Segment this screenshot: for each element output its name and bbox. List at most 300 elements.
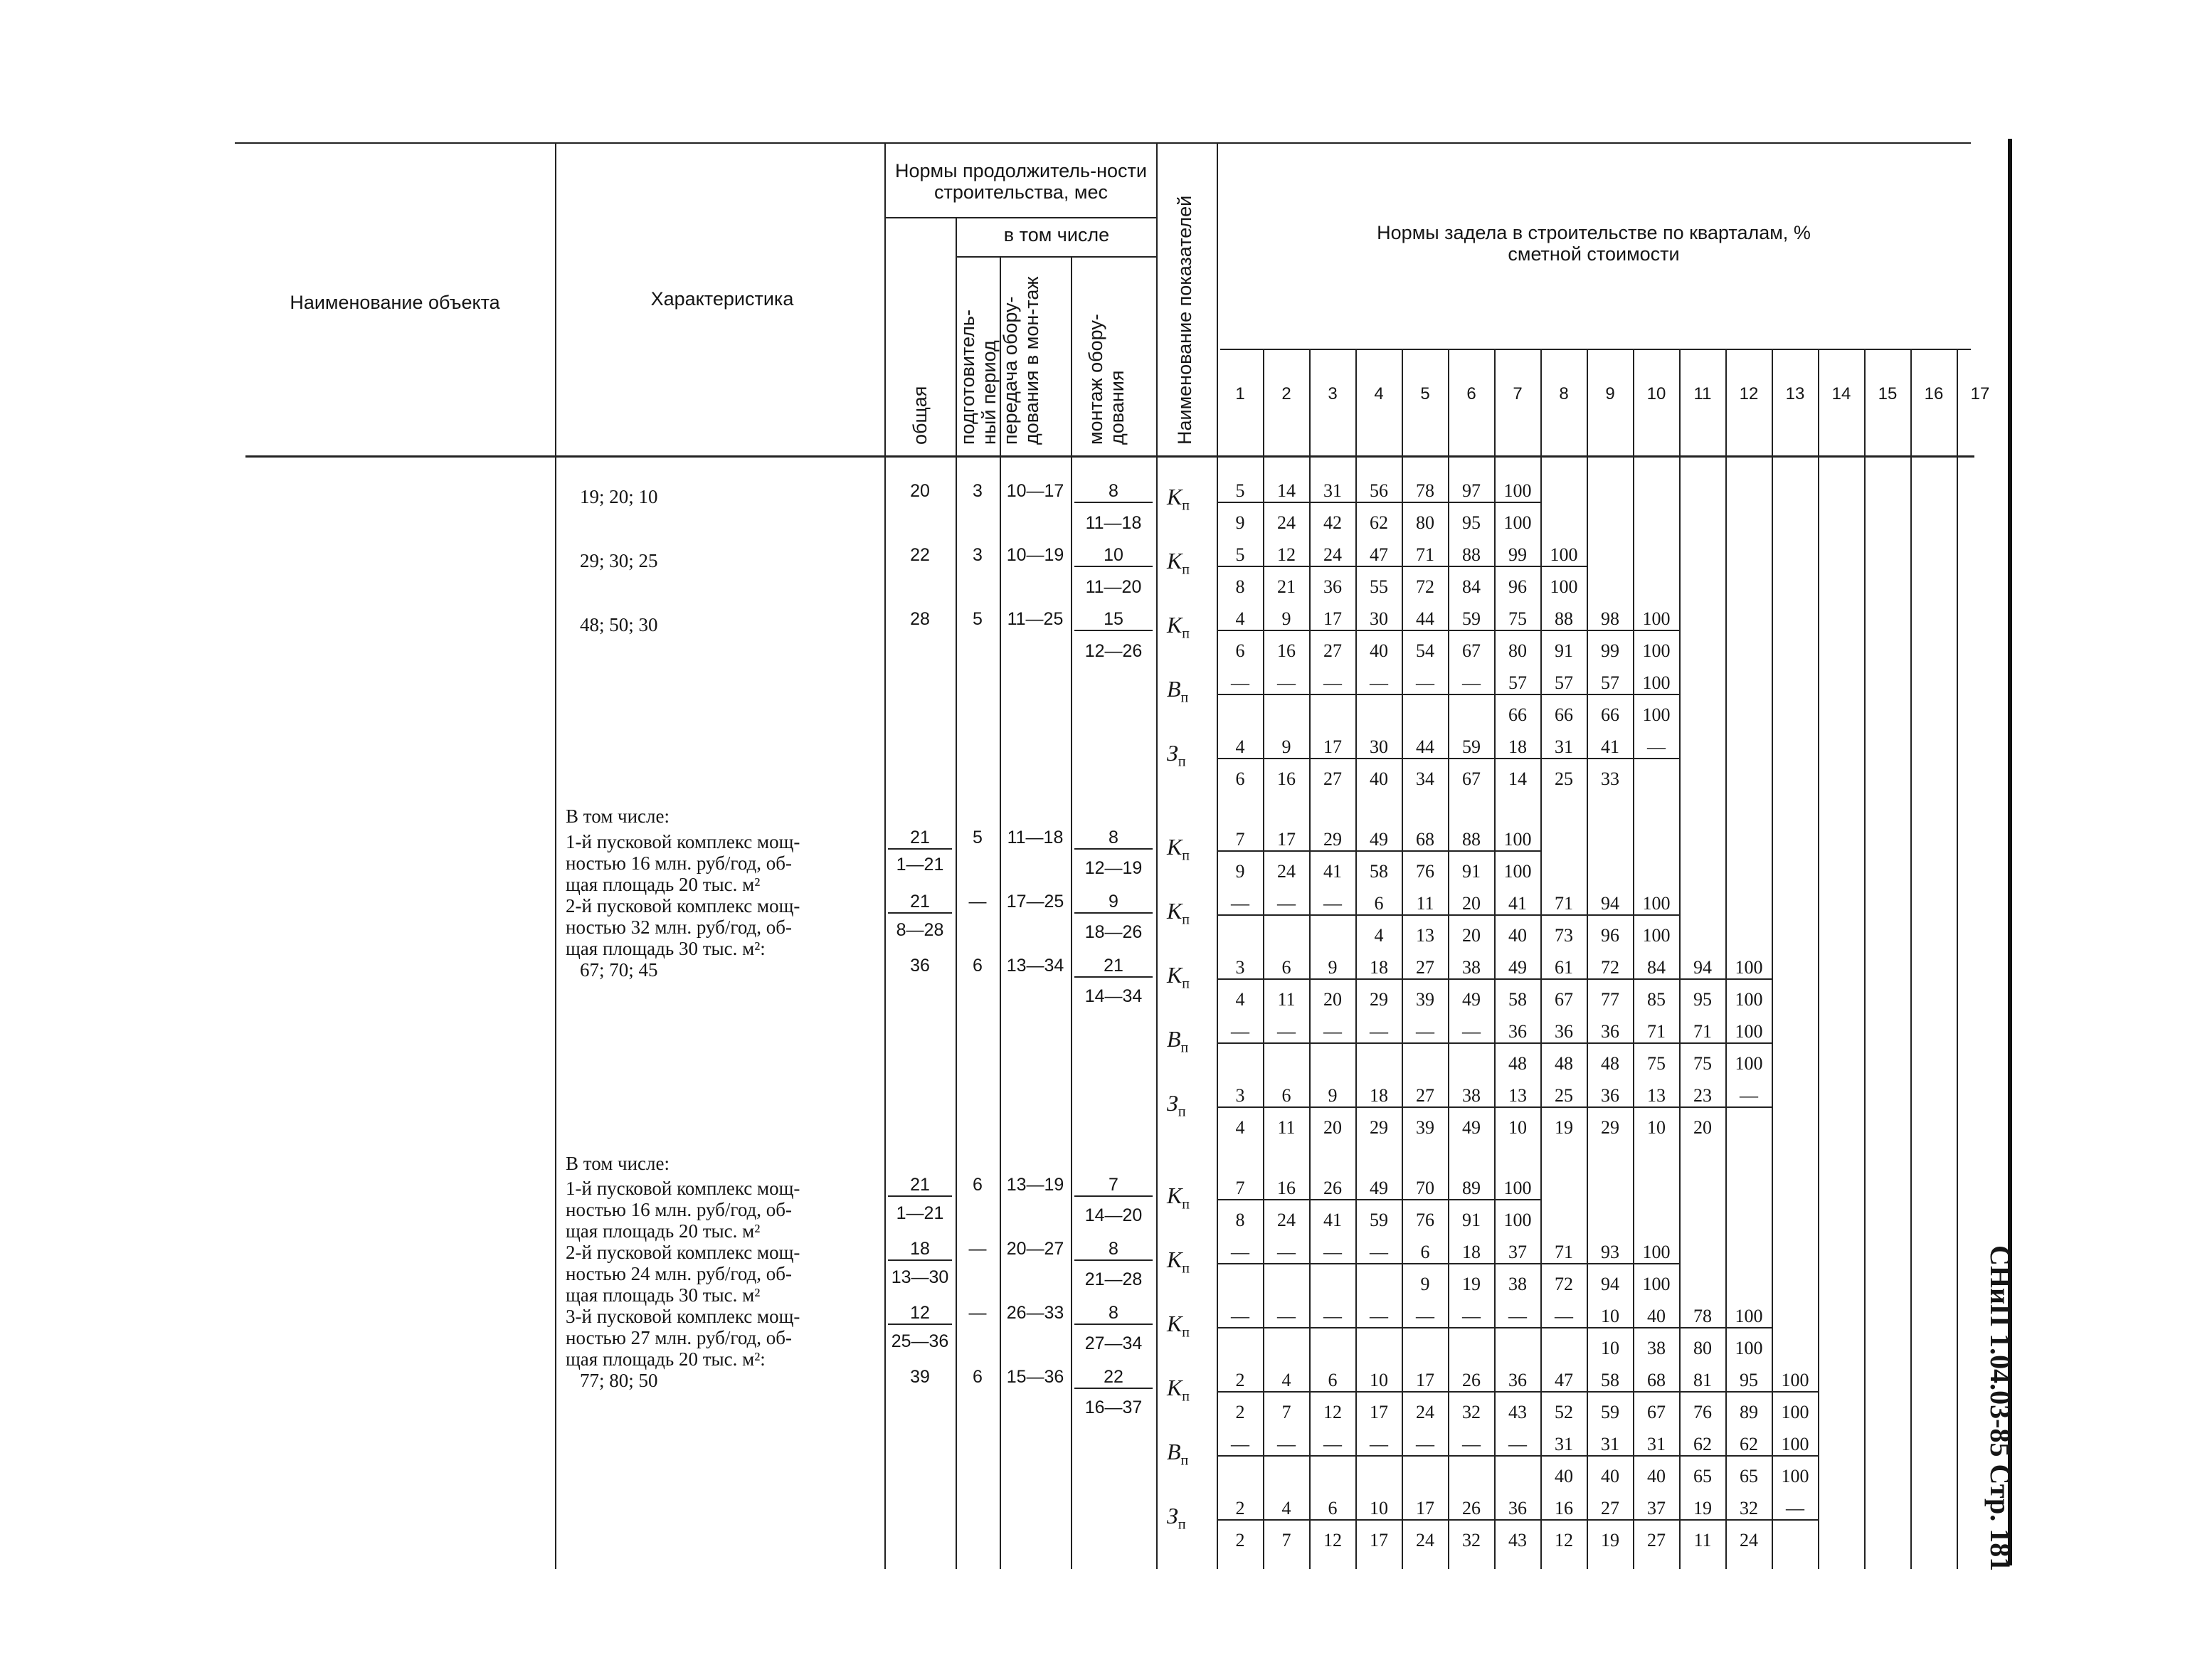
backlog-value: 65 [1693,1466,1712,1486]
quarter-number: 11 [1693,384,1712,403]
backlog-value: 36 [1587,1085,1633,1108]
duration-value: 21 [1074,955,1153,978]
header-including: в том числе [1003,224,1110,245]
backlog-value: 100 [1634,608,1679,631]
backlog-value: 62 [1680,1434,1725,1457]
backlog-value: 67 [1647,1402,1666,1422]
backlog-value: 67 [1555,989,1573,1010]
backlog-value: 20 [1323,1117,1342,1138]
backlog-value: 17 [1264,829,1309,852]
duration-value: 6 [973,1175,983,1195]
backlog-value: 94 [1601,1274,1619,1294]
backlog-value: 100 [1642,640,1671,661]
backlog-value: 40 [1634,1306,1679,1328]
backlog-value: — [1264,1306,1309,1328]
backlog-value: 71 [1680,1021,1725,1044]
backlog-value: 8 [1235,576,1245,597]
backlog-value: 75 [1495,608,1540,631]
backlog-value: 40 [1601,1466,1619,1486]
backlog-value: 100 [1495,1178,1540,1200]
backlog-value: 34 [1416,768,1434,789]
duration-value: 22 [910,545,930,565]
characteristic-text: 1-й пусковой комплекс мощ- [566,1178,800,1199]
backlog-value: 40 [1370,768,1388,789]
duration-value: 8 [1074,480,1153,503]
backlog-value: 14 [1264,480,1309,503]
backlog-value: 6 [1235,768,1245,789]
backlog-value: 29 [1310,829,1355,852]
backlog-value: 52 [1555,1402,1573,1422]
quarter-number: 10 [1646,384,1666,403]
characteristic-text: ностью 16 млн. руб/год, об- [566,1199,793,1220]
backlog-value: — [1217,1021,1263,1044]
backlog-value: 57 [1587,672,1633,695]
backlog-value: 100 [1726,1021,1772,1044]
characteristic-text: щая площадь 30 тыс. м² [566,1284,761,1306]
backlog-value: 49 [1462,989,1481,1010]
backlog-value: 94 [1587,893,1633,916]
backlog-value: 100 [1772,1370,1818,1393]
backlog-value: 27 [1402,1085,1448,1108]
backlog-value: 4 [1264,1498,1309,1521]
backlog-value: 4 [1264,1370,1309,1393]
backlog-value: 65 [1740,1466,1758,1486]
quarter-number: 13 [1785,384,1805,403]
backlog-value: — [1310,672,1355,695]
backlog-value: 29 [1370,1117,1388,1138]
backlog-value: 78 [1402,480,1448,503]
backlog-value: 18 [1495,736,1540,759]
backlog-value: 2 [1235,1530,1245,1550]
backlog-value: 81 [1680,1370,1725,1393]
backlog-value: 100 [1550,576,1578,597]
duration-value: 8—28 [896,920,944,940]
indicator-label: $К_п$ [1167,1183,1190,1213]
header-backlog-norms: Нормы задела в строительстве по кварталам, % сметной стоимости [1377,222,1811,265]
backlog-value: 10 [1508,1117,1527,1138]
backlog-value: 100 [1726,1306,1772,1328]
duration-value: 10 [1074,544,1153,567]
backlog-value: — [1541,1306,1587,1328]
backlog-value: 100 [1781,1402,1809,1422]
duration-value: 21 [888,1174,952,1197]
backlog-value: 44 [1402,736,1448,759]
backlog-value: 18 [1356,957,1402,980]
backlog-value: — [1402,672,1448,695]
backlog-value: 49 [1462,1117,1481,1138]
backlog-value: 32 [1462,1530,1481,1550]
backlog-value: 76 [1416,1210,1434,1230]
header-characteristic: Характеристика [650,288,794,310]
quarter-number: 4 [1374,384,1384,403]
backlog-value: 21 [1277,576,1296,597]
q-rule-15 [1910,349,1912,1569]
backlog-value: — [1402,1306,1448,1328]
backlog-value: 100 [1642,704,1671,725]
backlog-value: 17 [1310,608,1355,631]
backlog-value: 40 [1370,640,1388,661]
backlog-value: 96 [1508,576,1527,597]
backlog-value: 76 [1416,861,1434,882]
backlog-value: 43 [1508,1402,1527,1422]
backlog-value: 9 [1310,957,1355,980]
backlog-value: 33 [1601,768,1619,789]
characteristic-text: 2-й пусковой комплекс мощ- [566,1242,800,1263]
characteristic-text: 29; 30; 25 [580,550,658,571]
quarter-number: 9 [1605,384,1615,403]
backlog-value: 71 [1541,893,1587,916]
backlog-value: 31 [1541,1434,1587,1457]
indicator-label: $К_п$ [1167,898,1190,928]
backlog-value: — [1402,1021,1448,1044]
header-total: общая [909,386,931,445]
header-indicator-name: Наименование показателей [1174,195,1195,445]
characteristic-text: В том числе: [566,805,670,827]
characteristic-text: 19; 20; 10 [580,486,658,507]
backlog-value: 24 [1277,1210,1296,1230]
backlog-value: 5 [1217,480,1263,503]
backlog-value: 96 [1601,925,1619,946]
duration-value: 11—18 [1085,513,1142,533]
indicator-label: $В_п$ [1167,1439,1189,1469]
backlog-value: 31 [1310,480,1355,503]
table-top-rule [235,142,1971,144]
duration-value: — [968,892,987,912]
backlog-value: — [1449,1306,1494,1328]
characteristic-text: ностью 27 млн. руб/год, об- [566,1327,793,1348]
backlog-value: 91 [1462,1210,1481,1230]
backlog-value: 100 [1642,1274,1671,1294]
backlog-value: 95 [1462,512,1481,533]
characteristic-text: 3-й пусковой комплекс мощ- [566,1306,800,1327]
backlog-value: 48 [1601,1053,1619,1074]
backlog-value: 24 [1277,861,1296,882]
backlog-value: 25 [1541,1085,1587,1108]
duration-value: 39 [910,1367,930,1387]
backlog-value: — [1264,1434,1309,1457]
backlog-value: — [1495,1434,1540,1457]
duration-value: 5 [973,828,983,847]
backlog-value: 19 [1462,1274,1481,1294]
backlog-value: 88 [1449,829,1494,852]
backlog-value: 36 [1495,1498,1540,1521]
backlog-value: 10 [1647,1117,1666,1138]
backlog-value: 59 [1601,1402,1619,1422]
backlog-value: 100 [1503,512,1532,533]
backlog-value: 9 [1264,608,1309,631]
backlog-value: 100 [1781,1466,1809,1486]
backlog-value: 76 [1693,1402,1712,1422]
backlog-value: 11 [1693,1530,1712,1550]
backlog-value: 32 [1462,1402,1481,1422]
duration-value: 12 [888,1302,952,1325]
backlog-value: — [1310,1306,1355,1328]
col-rule-2 [884,142,886,1569]
indicator-label: $В_п$ [1167,1026,1189,1056]
backlog-value: 100 [1735,1053,1763,1074]
backlog-value: 95 [1726,1370,1772,1393]
backlog-value: 61 [1541,957,1587,980]
backlog-value: 14 [1508,768,1527,789]
duration-value: 6 [973,1367,983,1387]
backlog-value: 91 [1462,861,1481,882]
duration-value: 27—34 [1084,1333,1143,1353]
backlog-value: 100 [1726,957,1772,980]
backlog-value: 5 [1217,544,1263,567]
backlog-value: 38 [1647,1338,1666,1358]
backlog-value: 62 [1726,1434,1772,1457]
indicator-label: $К_п$ [1167,1311,1190,1341]
duration-value: 13—34 [1006,956,1064,976]
duration-value: 26—33 [1006,1303,1064,1323]
backlog-value: 27 [1323,768,1342,789]
backlog-value: 40 [1508,925,1527,946]
backlog-value: — [1356,1021,1402,1044]
backlog-value: — [1264,672,1309,695]
backlog-value: 11 [1277,1117,1296,1138]
duration-value: 15 [1074,608,1153,631]
backlog-value: 75 [1693,1053,1712,1074]
backlog-value: 3 [1217,957,1263,980]
quarter-number: 7 [1513,384,1523,403]
backlog-value: 10 [1356,1370,1402,1393]
backlog-value: 16 [1264,1178,1309,1200]
backlog-value: 16 [1541,1498,1587,1521]
backlog-value: 17 [1370,1530,1388,1550]
backlog-value: 100 [1495,480,1540,503]
characteristic-text: 77; 80; 50 [580,1370,658,1391]
duration-value: 17—25 [1006,892,1064,912]
duration-value: 6 [973,956,983,976]
backlog-value: 36 [1495,1021,1540,1044]
duration-value: 15—36 [1006,1367,1064,1387]
col-rule-6 [1156,142,1158,1569]
header-equip-transfer: передача обору-дования в мон-таж [1000,276,1042,445]
backlog-value: 19 [1555,1117,1573,1138]
quarter-number: 3 [1328,384,1338,403]
backlog-value: 38 [1508,1274,1527,1294]
backlog-value: 10 [1601,1338,1619,1358]
indicator-label: $К_п$ [1167,1247,1190,1277]
backlog-value: 27 [1402,957,1448,980]
indicator-label: $К_п$ [1167,548,1190,578]
backlog-value: 19 [1601,1530,1619,1550]
characteristic-text: щая площадь 20 тыс. м²: [566,1348,766,1370]
characteristic-text: щая площадь 30 тыс. м²: [566,938,766,959]
backlog-value: 84 [1634,957,1679,980]
backlog-value: 17 [1310,736,1355,759]
backlog-value: 6 [1402,1242,1448,1264]
backlog-value: 100 [1634,672,1679,695]
col-rule-7 [1217,142,1218,1569]
backlog-value: 80 [1693,1338,1712,1358]
duration-value: 22 [1074,1366,1153,1389]
backlog-value: 4 [1235,989,1245,1010]
backlog-value: 30 [1356,608,1402,631]
backlog-value: — [1356,1306,1402,1328]
duration-value: 12—26 [1084,641,1143,661]
backlog-value: 7 [1281,1530,1291,1550]
backlog-value: 24 [1277,512,1296,533]
duration-value: 13—19 [1006,1175,1064,1195]
backlog-value: — [1495,1306,1540,1328]
characteristic-text: 2-й пусковой комплекс мощ- [566,895,800,916]
backlog-value: 62 [1370,512,1388,533]
backlog-value: — [1449,1021,1494,1044]
header-duration-norms: Нормы продолжитель-ности строительства, мес [894,160,1147,203]
duration-value: 3 [973,481,983,501]
backlog-value: 4 [1217,736,1263,759]
backlog-value: 98 [1587,608,1633,631]
backlog-value: 71 [1634,1021,1679,1044]
backlog-value: 72 [1555,1274,1573,1294]
duration-value: 16—37 [1084,1398,1143,1417]
duration-value: 12—19 [1084,858,1143,878]
header-prep-period: подготовитель-ный период [957,310,1000,445]
backlog-value: — [1217,672,1263,695]
backlog-value: 57 [1495,672,1540,695]
backlog-value: 71 [1541,1242,1587,1264]
backlog-value: 27 [1323,640,1342,661]
backlog-value: 36 [1587,1021,1633,1044]
backlog-value: 24 [1740,1530,1758,1550]
duration-value: 25—36 [891,1331,949,1351]
backlog-value: 29 [1601,1117,1619,1138]
backlog-value: 41 [1587,736,1633,759]
backlog-value: 6 [1235,640,1245,661]
backlog-value: 27 [1587,1498,1633,1521]
backlog-value: 36 [1495,1370,1540,1393]
backlog-value: 47 [1541,1370,1587,1393]
backlog-value: 27 [1647,1530,1666,1550]
backlog-value: 24 [1310,544,1355,567]
backlog-value: 89 [1449,1178,1494,1200]
backlog-value: 31 [1587,1434,1633,1457]
backlog-value: 68 [1402,829,1448,852]
indicator-label: $З_п$ [1167,1503,1186,1533]
indicator-label: $К_п$ [1167,834,1190,864]
backlog-value: 17 [1402,1370,1448,1393]
duration-value: 8 [1074,827,1153,850]
duration-value: 14—34 [1084,986,1143,1006]
backlog-value: 44 [1402,608,1448,631]
backlog-value: 72 [1587,957,1633,980]
backlog-value: 80 [1416,512,1434,533]
backlog-value: — [1264,893,1309,916]
backlog-value: 32 [1726,1498,1772,1521]
backlog-value: 100 [1495,829,1540,852]
backlog-value: 73 [1555,925,1573,946]
characteristic-text: ностью 16 млн. руб/год, об- [566,852,793,874]
backlog-value: 29 [1370,989,1388,1010]
col-rule-5 [1071,256,1072,1569]
backlog-value: 9 [1264,736,1309,759]
backlog-value: — [1402,1434,1448,1457]
backlog-value: 55 [1370,576,1388,597]
backlog-value: 16 [1277,640,1296,661]
backlog-value: 31 [1634,1434,1679,1457]
backlog-value: 12 [1264,544,1309,567]
backlog-value: 38 [1449,957,1494,980]
indicator-label: $К_п$ [1167,484,1190,514]
backlog-value: 59 [1370,1210,1388,1230]
duration-value: 11—25 [1007,609,1064,629]
backlog-value: 36 [1541,1021,1587,1044]
quarter-number: 6 [1466,384,1476,403]
quarter-number: 16 [1924,384,1944,403]
backlog-value: 58 [1370,861,1388,882]
backlog-value: 70 [1402,1178,1448,1200]
backlog-value: 67 [1462,768,1481,789]
backlog-value: 41 [1323,861,1342,882]
backlog-value: 89 [1740,1402,1758,1422]
duration-value: 20—27 [1006,1239,1064,1259]
backlog-value: 100 [1642,925,1671,946]
backlog-value: — [1310,1434,1355,1457]
backlog-value: 26 [1449,1498,1494,1521]
q-rule-13 [1818,349,1819,1569]
backlog-value: 58 [1587,1370,1633,1393]
backlog-value: 59 [1449,608,1494,631]
backlog-value: — [1217,1434,1263,1457]
backlog-value: 26 [1449,1370,1494,1393]
backlog-value: — [1356,672,1402,695]
backlog-value: 11 [1277,989,1296,1010]
backlog-value: 91 [1555,640,1573,661]
backlog-value: 48 [1555,1053,1573,1074]
duration-value: 7 [1074,1174,1153,1197]
backlog-value: 16 [1277,768,1296,789]
including-subheader-rule [957,256,1156,258]
quarter-number: 15 [1878,384,1898,403]
backlog-value: 39 [1416,989,1434,1010]
duration-value: 21 [888,891,952,914]
backlog-value: 58 [1508,989,1527,1010]
duration-value: — [968,1239,987,1259]
table-header-bottom-rule [245,455,1974,458]
backlog-value: 42 [1323,512,1342,533]
backlog-value: 41 [1323,1210,1342,1230]
backlog-value: 6 [1310,1498,1355,1521]
backlog-value: 66 [1508,704,1527,725]
duration-value: 36 [910,956,930,976]
characteristic-text: щая площадь 20 тыс. м² [566,1220,761,1242]
backlog-value: — [1726,1085,1772,1108]
indicator-label: $В_п$ [1167,676,1189,706]
characteristic-text: ностью 32 млн. руб/год, об- [566,916,793,938]
backlog-value: 20 [1462,925,1481,946]
backlog-value: 67 [1462,640,1481,661]
duration-value: 3 [973,545,983,565]
backlog-value: 75 [1647,1053,1666,1074]
backlog-value: 7 [1217,1178,1263,1200]
indicator-label: $К_п$ [1167,612,1190,642]
backlog-value: 6 [1264,957,1309,980]
backlog-value: 13 [1416,925,1434,946]
duration-value: 5 [973,609,983,629]
backlog-value: 23 [1680,1085,1725,1108]
duration-value: 8 [1074,1238,1153,1261]
backlog-value: 20 [1693,1117,1712,1138]
backlog-value: 3 [1217,1085,1263,1108]
backlog-value: 80 [1508,640,1527,661]
quarter-number: 8 [1559,384,1569,403]
duration-value: — [968,1303,987,1323]
characteristic-text: В том числе: [566,1153,670,1174]
backlog-value: 6 [1310,1370,1355,1393]
quarter-number: 12 [1739,384,1759,403]
quarter-number: 2 [1281,384,1291,403]
